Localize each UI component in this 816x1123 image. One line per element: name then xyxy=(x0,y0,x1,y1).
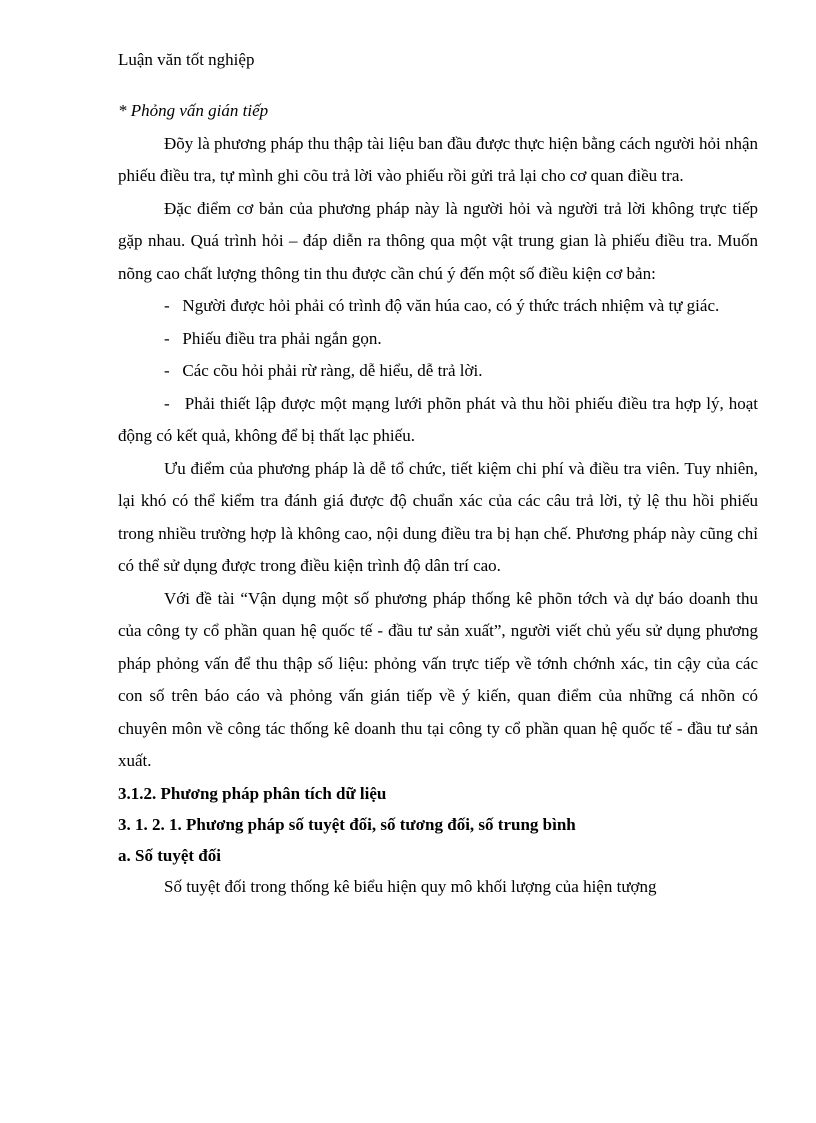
paragraph-application: Với đề tài “Vận dụng một số phương pháp thống kê phõn tớch và dự báo doanh thu của công ty cổ phần quan hệ quốc tế - đầu tư sản xuất”, người viết chủ yếu sử dụng phương pháp phỏng vấn để thu thập số liệu: phỏng vấn trực tiếp về tớnh chớnh xác, tin cậy của các con số trên báo cáo và phỏng vấn gián tiếp về ý kiến, quan điểm của những cá nhõn có chuyên môn về công tác thống kê doanh thu tại công ty cổ phần quan hệ quốc tế - đầu tư sản xuất. xyxy=(118,588,758,770)
list-dash: - xyxy=(164,393,170,413)
list-dash: - xyxy=(164,361,170,380)
document-body xyxy=(118,95,758,903)
subheading-indirect-interview: * Phỏng vấn gián tiếp xyxy=(118,101,269,120)
list-item-text: Phiếu điều tra phải ngắn gọn. xyxy=(182,328,382,348)
section-heading-3-1-2-1: 3. 1. 2. 1. Phương pháp số tuyệt đối, số tương đối, số trung bình xyxy=(118,814,576,834)
paragraph-characteristics: Đặc điểm cơ bản của phương pháp này là người hỏi và người trả lời không trực tiếp gặp nhau. Quá trình hỏi – đáp diễn ra thông qua một vật trung gian là phiếu điều tra. Muốn nõng cao chất lượng thông tin thu được cần chú ý đến một số điều kiện cơ bản: xyxy=(118,198,758,283)
running-header: Luận văn tốt nghiệp xyxy=(118,50,255,69)
paragraph-advantages: Ưu điểm của phương pháp là dễ tổ chức, tiết kiệm chi phí và điều tra viên. Tuy nhiên, lại khó có thể kiểm tra đánh giá được độ chuẩn xác của các câu trả lời, tỷ lệ thu hồi phiếu trong nhiều trường hợp là không cao, nội dung điều tra bị hạn chế. Phương pháp này cũng chỉ có thể sử dụng được trong điều kiện trình độ dân trí cao. xyxy=(118,458,758,575)
section-heading-a: a. Số tuyệt đối xyxy=(118,845,221,865)
list-item xyxy=(118,290,758,323)
condition-list xyxy=(118,290,758,453)
list-item-text: Các cõu hỏi phải rừ ràng, dễ hiểu, dễ trả lời. xyxy=(182,361,483,380)
list-dash: - xyxy=(164,296,170,315)
paragraph-absolute-number: Số tuyệt đối trong thống kê biểu hiện quy mô khối lượng của hiện tượng xyxy=(164,876,657,896)
list-dash: - xyxy=(164,328,170,348)
list-item xyxy=(118,388,758,453)
list-item-text: Phải thiết lập được một mạng lưới phõn phát và thu hồi phiếu điều tra hợp lý, hoạt động có kết quả, không để bị thất lạc phiếu. xyxy=(118,393,759,445)
list-item xyxy=(118,323,758,356)
list-item-text: Người được hỏi phải có trình độ văn húa cao, có ý thức trách nhiệm và tự giác. xyxy=(182,296,720,315)
paragraph-definition: Đõy là phương pháp thu thập tài liệu ban đầu được thực hiện bằng cách người hỏi nhận phiếu điều tra, tự mình ghi cõu trả lời vào phiếu rồi gửi trả lại cho cơ quan điều tra. xyxy=(118,133,758,185)
section-heading-3-1-2: 3.1.2. Phương pháp phân tích dữ liệu xyxy=(118,783,387,803)
list-item xyxy=(118,355,758,388)
